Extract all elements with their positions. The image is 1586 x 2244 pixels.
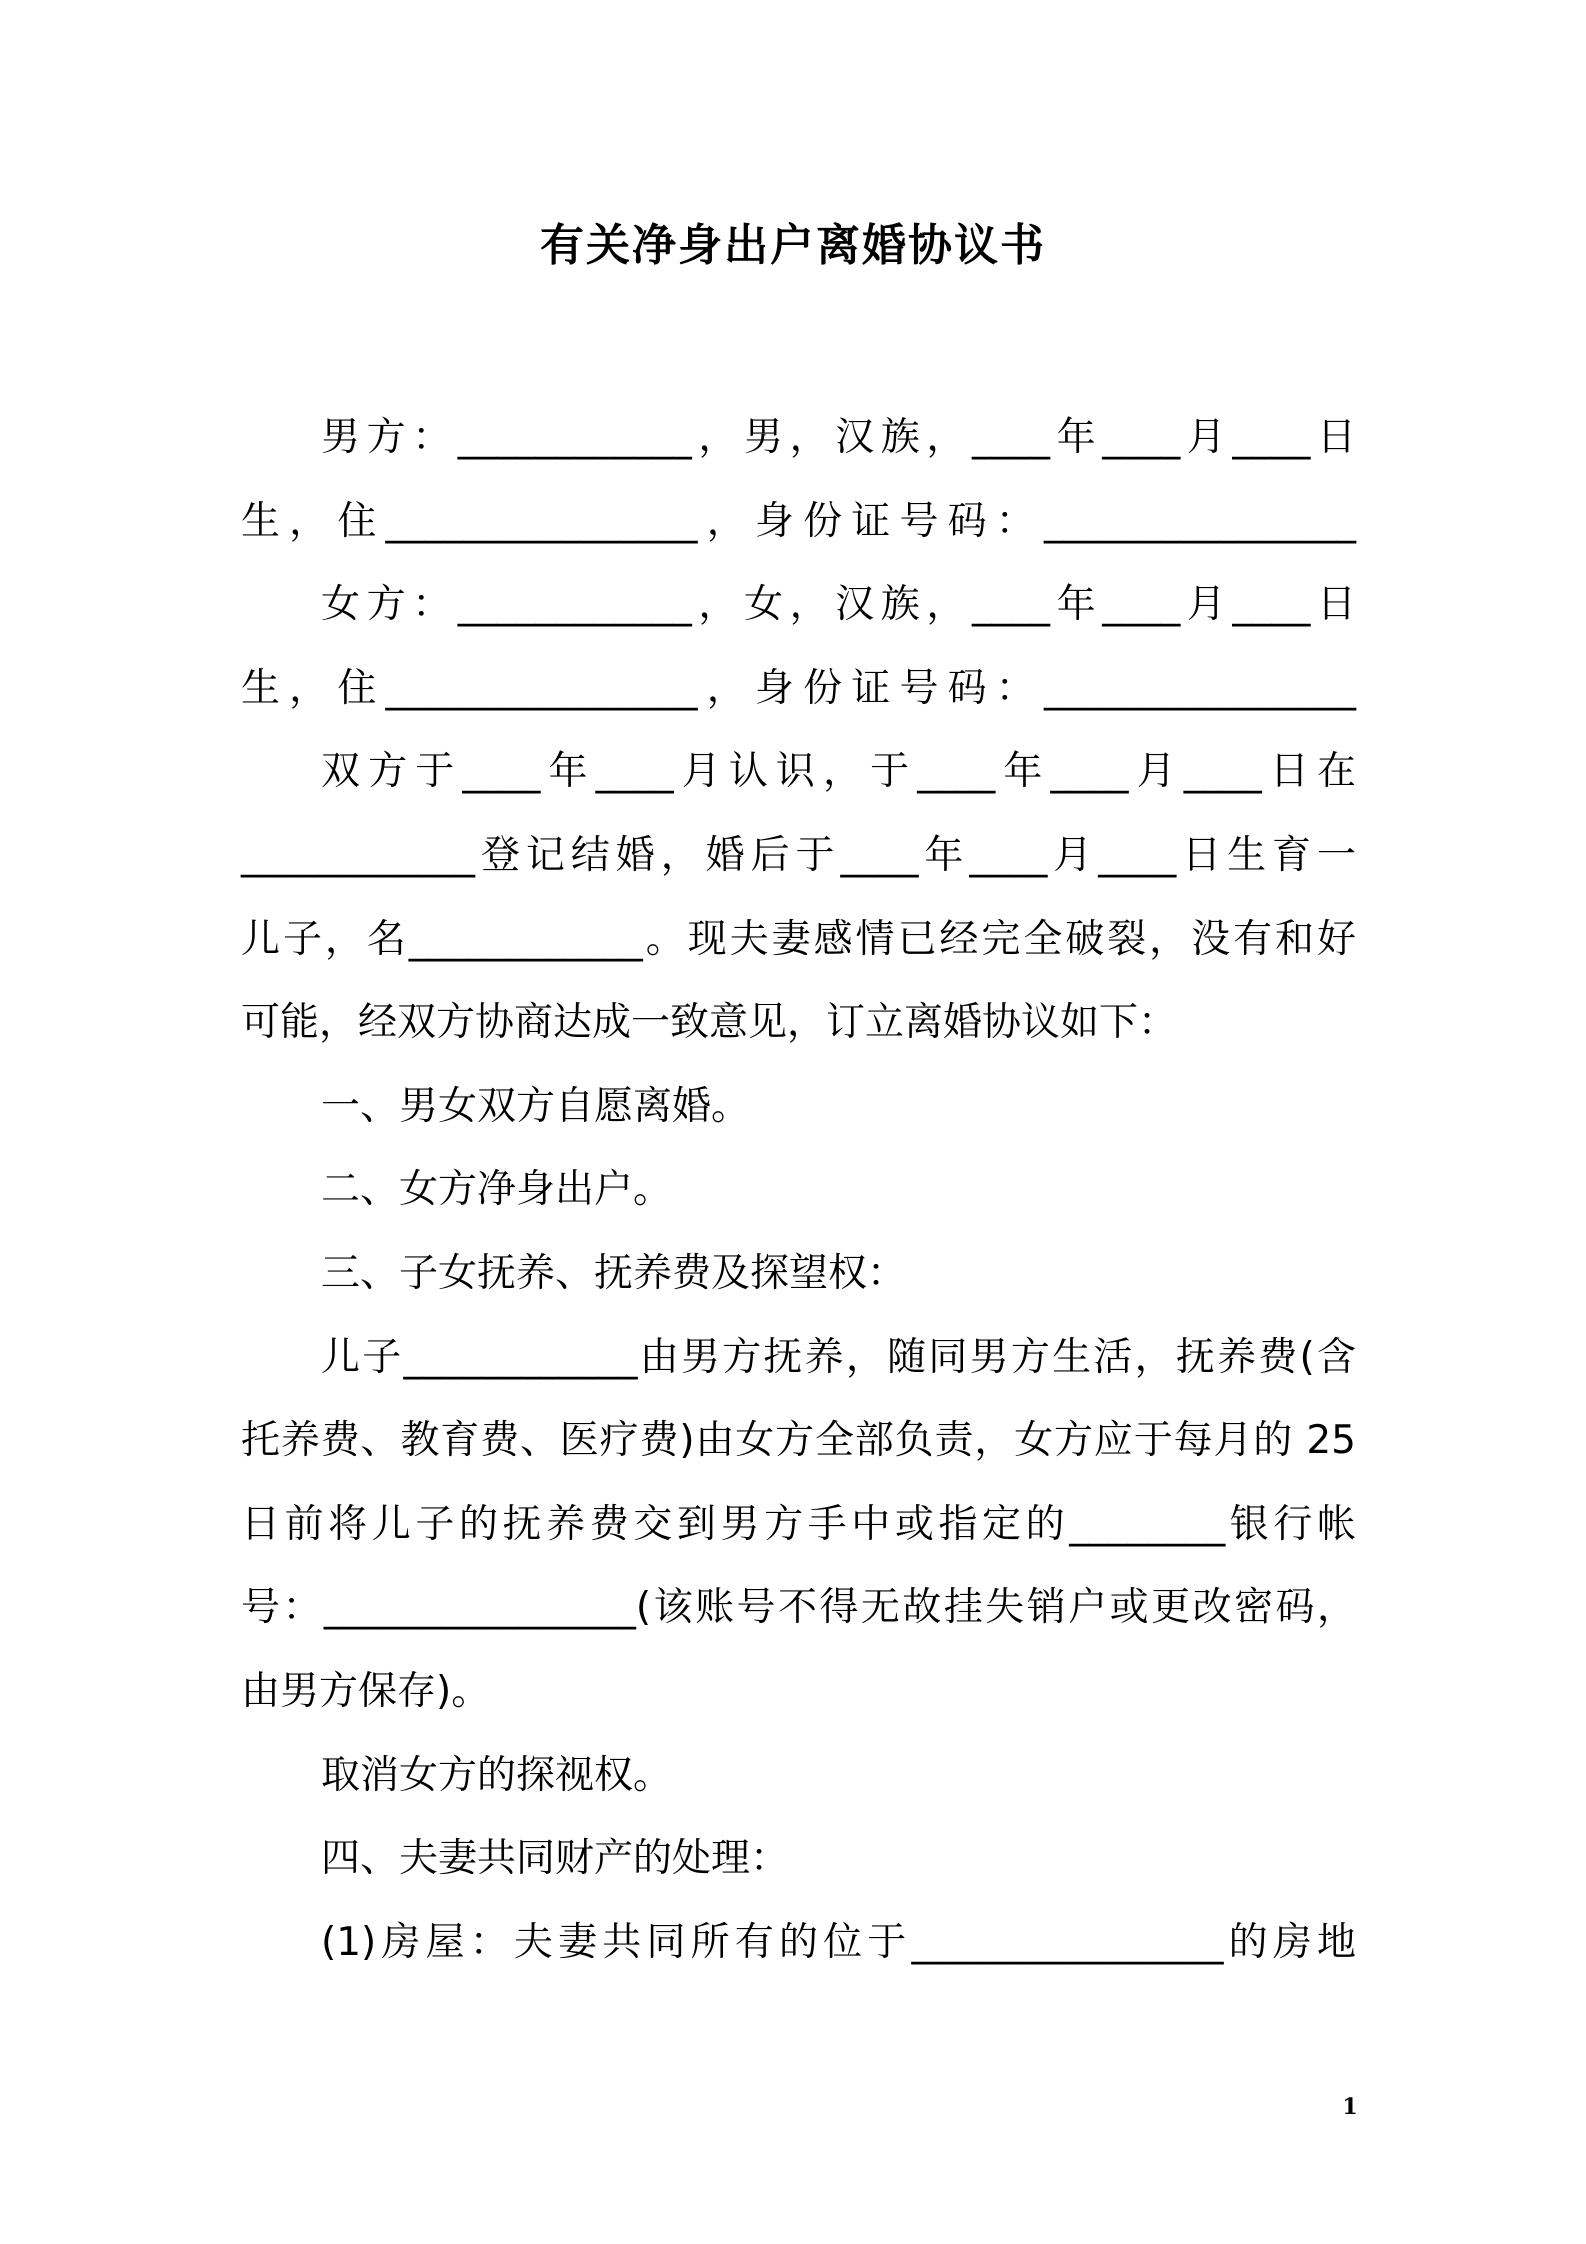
paragraph-line: 儿子，名____________。现夫妻感情已经完全破裂，没有和好 xyxy=(241,916,1356,962)
paragraph-line: 一、男女双方自愿离婚。 xyxy=(321,1083,751,1129)
page-number: 1 xyxy=(1342,2094,1358,2120)
paragraph-line: ____________登记结婚，婚后于____年____月____日生育一 xyxy=(241,832,1356,878)
paragraph-line: 由男方保存)。 xyxy=(241,1668,491,1714)
paragraph-line: 三、子女抚养、抚养费及探望权： xyxy=(321,1250,907,1296)
paragraph-line: 儿子____________由男方抚养，随同男方生活，抚养费(含 xyxy=(321,1334,1356,1380)
paragraph-line: 日前将儿子的抚养费交到男方手中或指定的________银行帐 xyxy=(241,1501,1356,1547)
paragraph-line: 男方：____________，男，汉族，____年____月____日 xyxy=(321,415,1356,460)
paragraph-line: 生，住________________，身份证号码：________________ xyxy=(241,498,1356,544)
paragraph-line: 取消女方的探视权。 xyxy=(321,1752,673,1798)
paragraph-line: 四、夫妻共同财产的处理： xyxy=(321,1836,790,1882)
paragraph-line: 生，住________________，身份证号码：________________ xyxy=(241,665,1356,711)
paragraph-line: 二、女方净身出户。 xyxy=(321,1167,673,1213)
paragraph-line: 可能，经双方协商达成一致意见，订立离婚协议如下： xyxy=(241,1000,1178,1046)
paragraph-line: 号：________________(该账号不得无故挂失销户或更改密码， xyxy=(241,1585,1356,1631)
document-title: 有关净身出户离婚协议书 xyxy=(540,220,1046,271)
paragraph-line: 托养费、教育费、医疗费)由女方全部负责，女方应于每月的 25 xyxy=(241,1418,1356,1464)
paragraph-line: (1)房屋：夫妻共同所有的位于________________的房地 xyxy=(321,1919,1356,1965)
paragraph-line: 女方：____________，女，汉族，____年____月____日 xyxy=(321,582,1356,628)
paragraph-line: 双方于____年____月认识，于____年____月____日在 xyxy=(321,749,1356,795)
document-body xyxy=(241,396,1356,1984)
